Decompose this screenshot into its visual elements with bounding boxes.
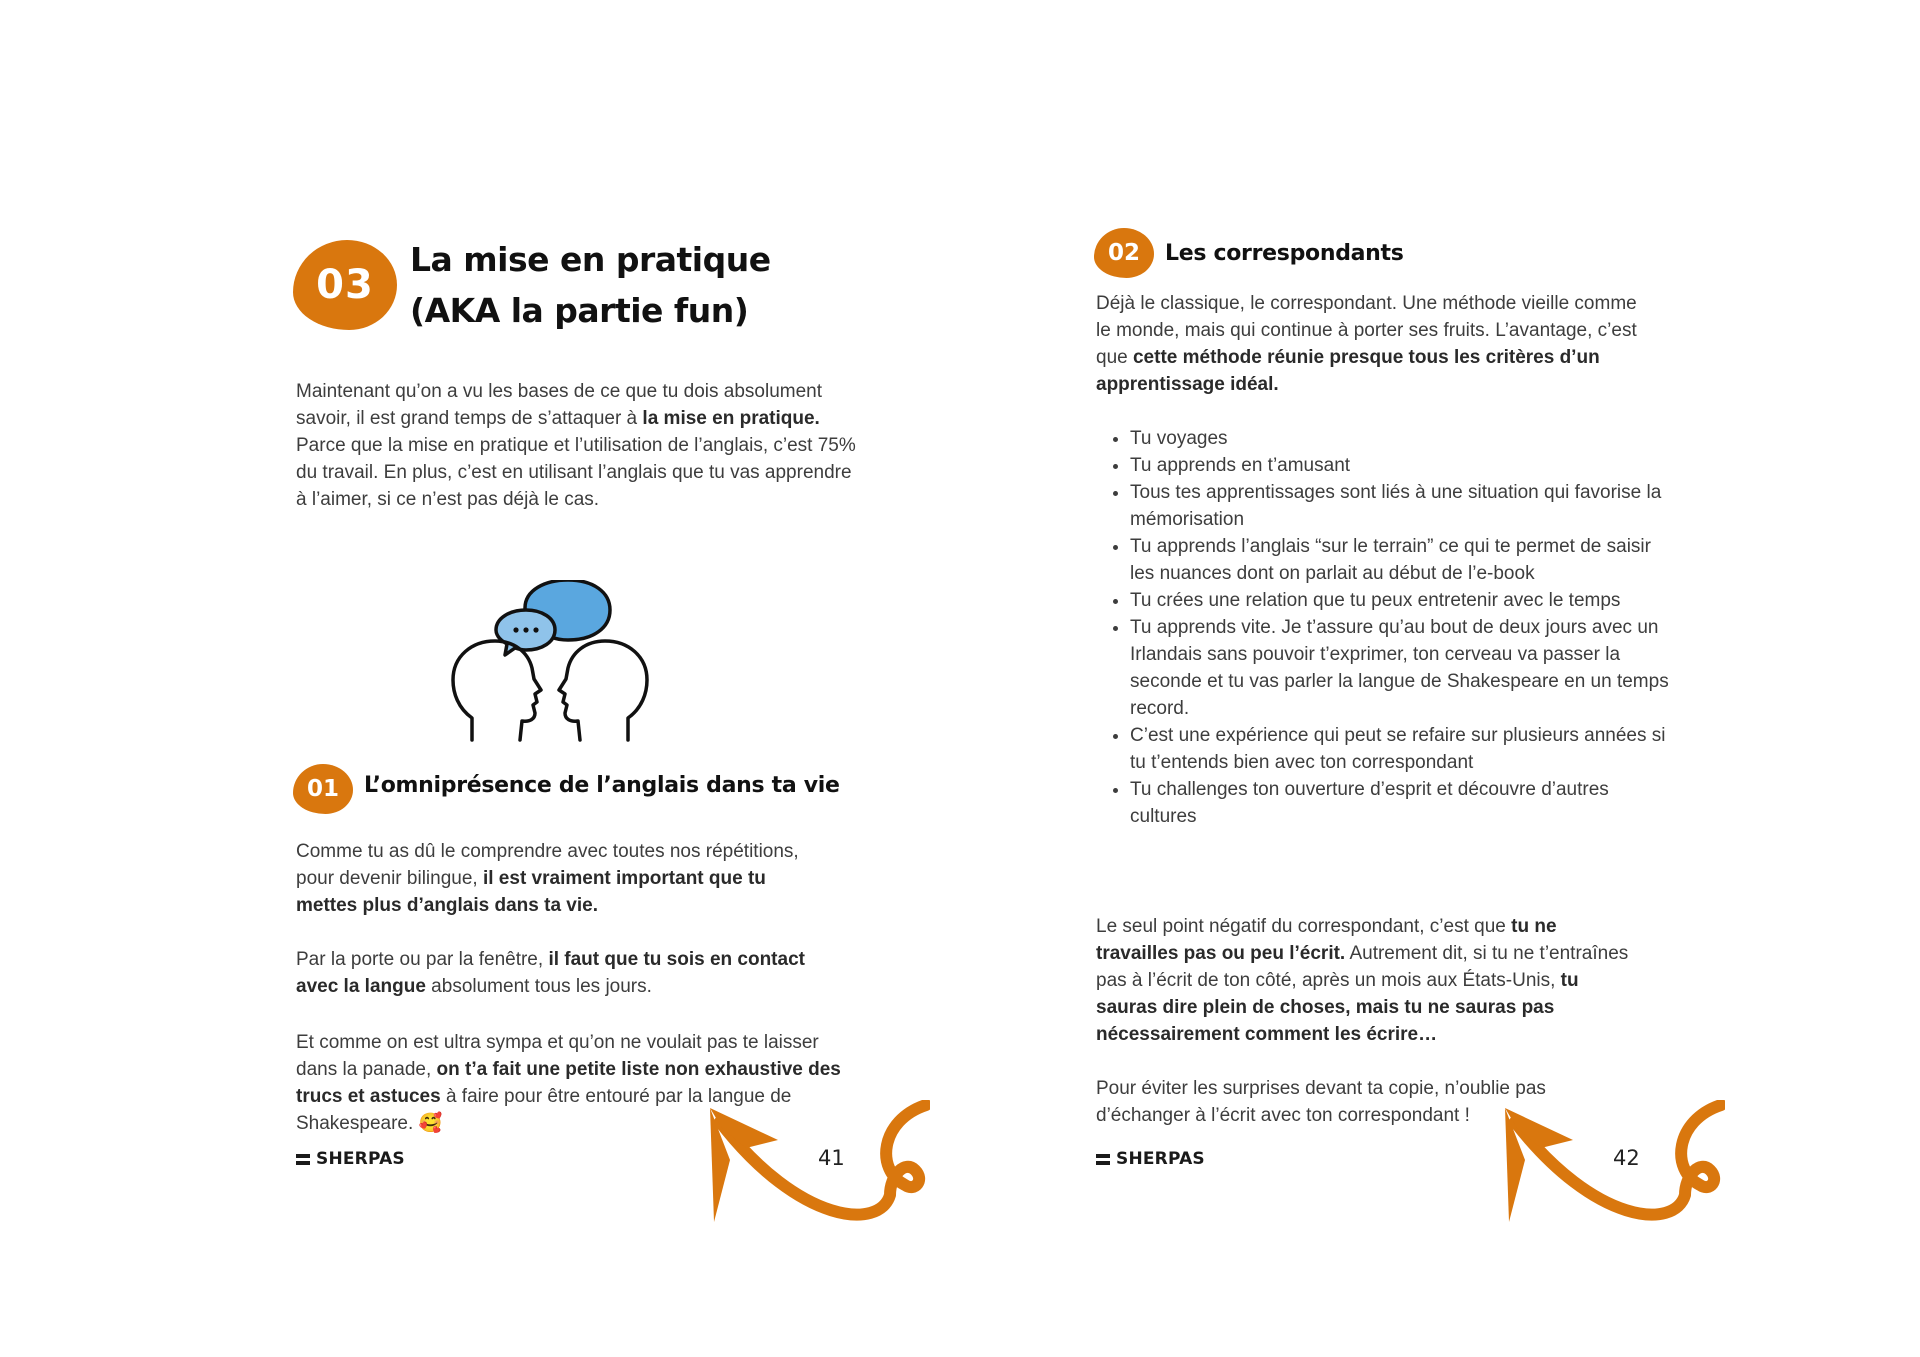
list-item: • Tu apprends l’anglais “sur le terrain” ce qui te permet de saisir les nuances dont on parlait au début de l’e-book	[1130, 533, 1670, 587]
subsection-number-badge	[293, 764, 353, 814]
brand-logo	[1096, 1149, 1205, 1169]
subsection-number: 02	[1107, 240, 1140, 266]
curved-arrow-icon	[700, 1100, 930, 1235]
list-item: • Tu challenges ton ouverture d’esprit et découvre d’autres cultures	[1130, 776, 1670, 830]
page-number: 41	[818, 1146, 845, 1170]
page-number: 42	[1613, 1146, 1640, 1170]
curved-arrow-icon	[1495, 1100, 1725, 1235]
list-item: • Tu apprends vite. Je t’assure qu’au bout de deux jours avec un Irlandais sans pouvoir t’exprimer, ton cerveau va passer la seconde et tu vas parler la langue de Shakespeare en un temps record.	[1130, 614, 1670, 722]
right-page	[960, 0, 1920, 1357]
sherpas-logo-icon	[296, 1154, 310, 1165]
brand-logo	[296, 1149, 405, 1169]
section-title: La mise en pratique (AKA la partie fun)	[410, 240, 771, 330]
list-item: • Tu crées une relation que tu peux entretenir avec le temps	[1130, 587, 1670, 614]
advantages-list	[1096, 425, 1670, 830]
list-item: • Tous tes apprentissages sont liés à une situation qui favorise la mémorisation	[1130, 479, 1670, 533]
subsection-paragraph-2: Par la porte ou par la fenêtre, il faut que tu sois en contact avec la langue absolument tous les jours.	[296, 949, 805, 997]
negative-point-paragraph: Le seul point négatif du correspondant, c’est que tu ne travailles pas ou peu l’écrit. Autrement dit, si tu ne t’entraînes pas à l’écrit de ton côté, après un mois aux États-Unis, tu sauras dire plein de choses, mais tu ne sauras pas nécessairement comment les écrire…	[1096, 916, 1629, 1045]
subsection-title: L’omniprésence de l’anglais dans ta vie	[364, 773, 840, 798]
closing-paragraph: Pour éviter les surprises devant ta copie, n’oublie pas d’échanger à l’écrit avec ton correspondant !	[1096, 1078, 1546, 1126]
brand-name: SHERPAS	[316, 1149, 405, 1169]
subsection-paragraph-3: Et comme on est ultra sympa et qu’on ne voulait pas te laisser dans la panade, on t’a fait une petite liste non exhaustive des trucs et astuces à faire pour être entouré par la langue de Shakespeare. 🥰	[296, 1032, 841, 1134]
list-item: • C’est une expérience qui peut se refaire sur plusieurs années si tu t’entends bien avec ton correspondant	[1130, 722, 1670, 776]
subsection-number-badge	[1094, 228, 1154, 278]
section-number: 03	[316, 262, 374, 308]
section-number-badge	[293, 240, 397, 330]
intro-paragraph: Maintenant qu’on a vu les bases de ce que tu dois absolument savoir, il est grand temps de s’attaquer à la mise en pratique. Parce que la mise en pratique et l’utilisation de l’anglais, c’est 75% du travail. En plus, c’est en utilisant l’anglais que tu vas apprendre à l’aimer, si ce n’est pas déjà le cas.	[296, 381, 856, 510]
subsection-paragraph-1: Comme tu as dû le comprendre avec toutes nos répétitions, pour devenir bilingue, il est vraiment important que tu mettes plus d’anglais dans ta vie.	[296, 841, 799, 916]
list-item: • Tu apprends en t’amusant	[1130, 452, 1670, 479]
subsection-title: Les correspondants	[1165, 241, 1404, 266]
sherpas-logo-icon	[1096, 1154, 1110, 1165]
two-heads-conversation-icon	[450, 580, 650, 750]
subsection-number: 01	[306, 776, 339, 802]
brand-name: SHERPAS	[1116, 1149, 1205, 1169]
intro-paragraph: Déjà le classique, le correspondant. Une méthode vieille comme le monde, mais qui continue à porter ses fruits. L’avantage, c’est que cette méthode réunie presque tous les critères d’un apprentissage idéal.	[1096, 293, 1637, 395]
list-item: • Tu voyages	[1130, 425, 1670, 452]
